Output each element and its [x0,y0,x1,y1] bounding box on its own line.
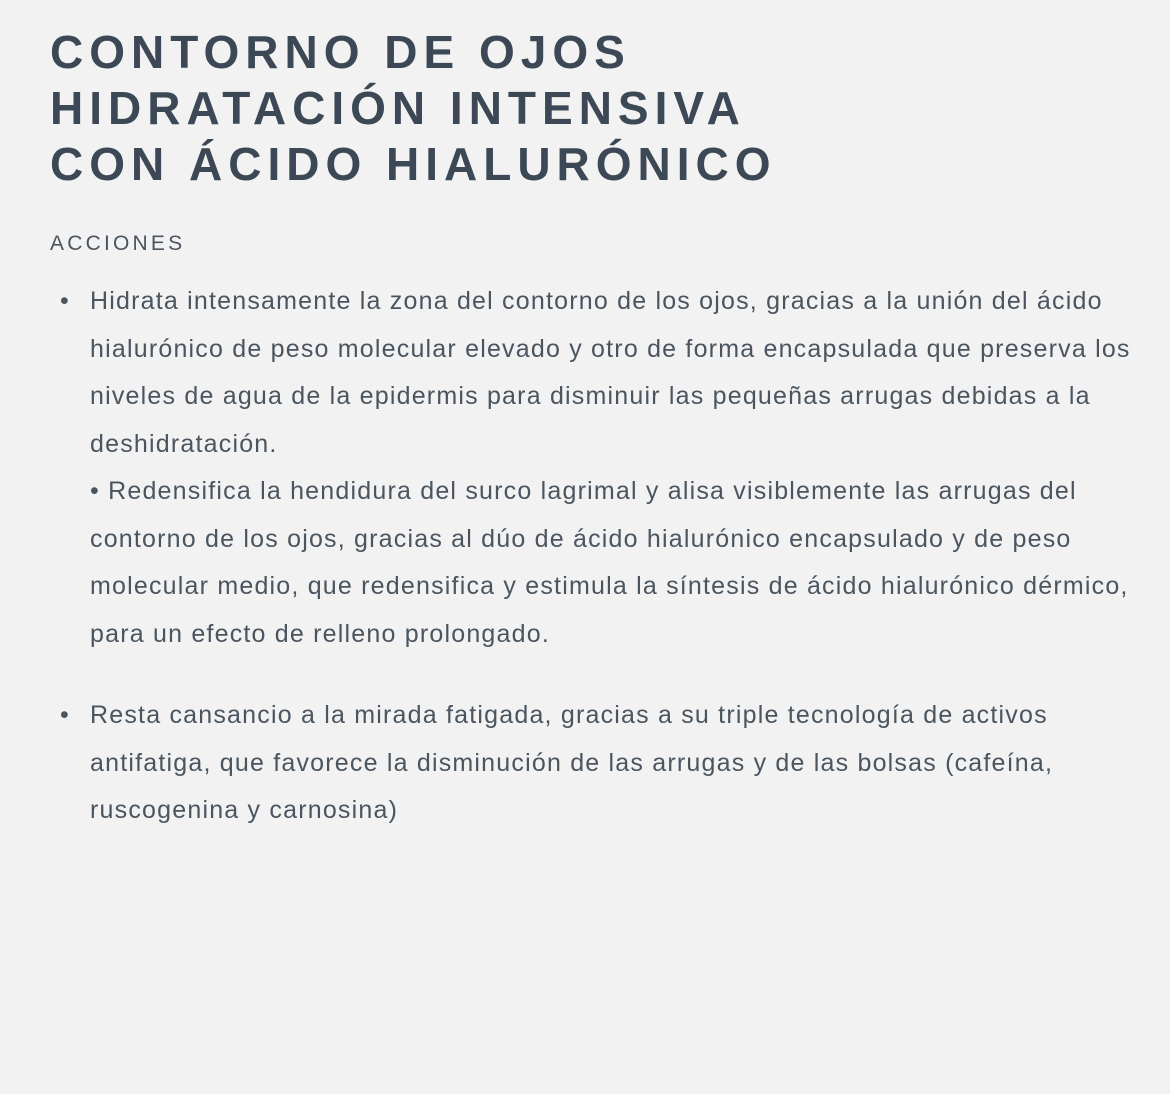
bullet-icon: • [60,701,70,730]
section-heading-acciones: ACCIONES [50,232,186,256]
list-item-text: Resta cansancio a la mirada fatigada, gracias a su triple tecnología de activos antifatiga, que favorece la disminución de las arrugas y de las bolsas (cafeína, ruscogenina y carnosina) [90,701,1054,825]
bullet-icon: • [60,287,70,316]
list-item-text: Hidrata intensamente la zona del contorno de los ojos, gracias a la unión del ácido hialurónico de peso molecular elevado y otro de forma encapsulada que preserva los niveles de agua de la epidermis para disminuir las pequeñas arrugas debidas a la deshidratación. [90,287,1131,458]
list-item [50,278,1140,658]
list-item [50,692,1140,835]
actions-list [50,278,1140,835]
page-title-line-1: CONTORNO DE OJOS [50,26,631,78]
list-item-subtext: • Redensifica la hendidura del surco lagrimal y alisa visiblemente las arrugas del contorno de los ojos, gracias al dúo de ácido hialurónico encapsulado y de peso molecular medio, que redensifica y estimula la síntesis de ácido hialurónico dérmico, para un efecto de relleno prolongado. [90,477,1129,648]
page-title-line-3: CON ÁCIDO HIALURÓNICO [50,138,777,191]
page-title [50,18,1110,192]
page-title-line-2: HIDRATACIÓN INTENSIVA [50,82,746,135]
